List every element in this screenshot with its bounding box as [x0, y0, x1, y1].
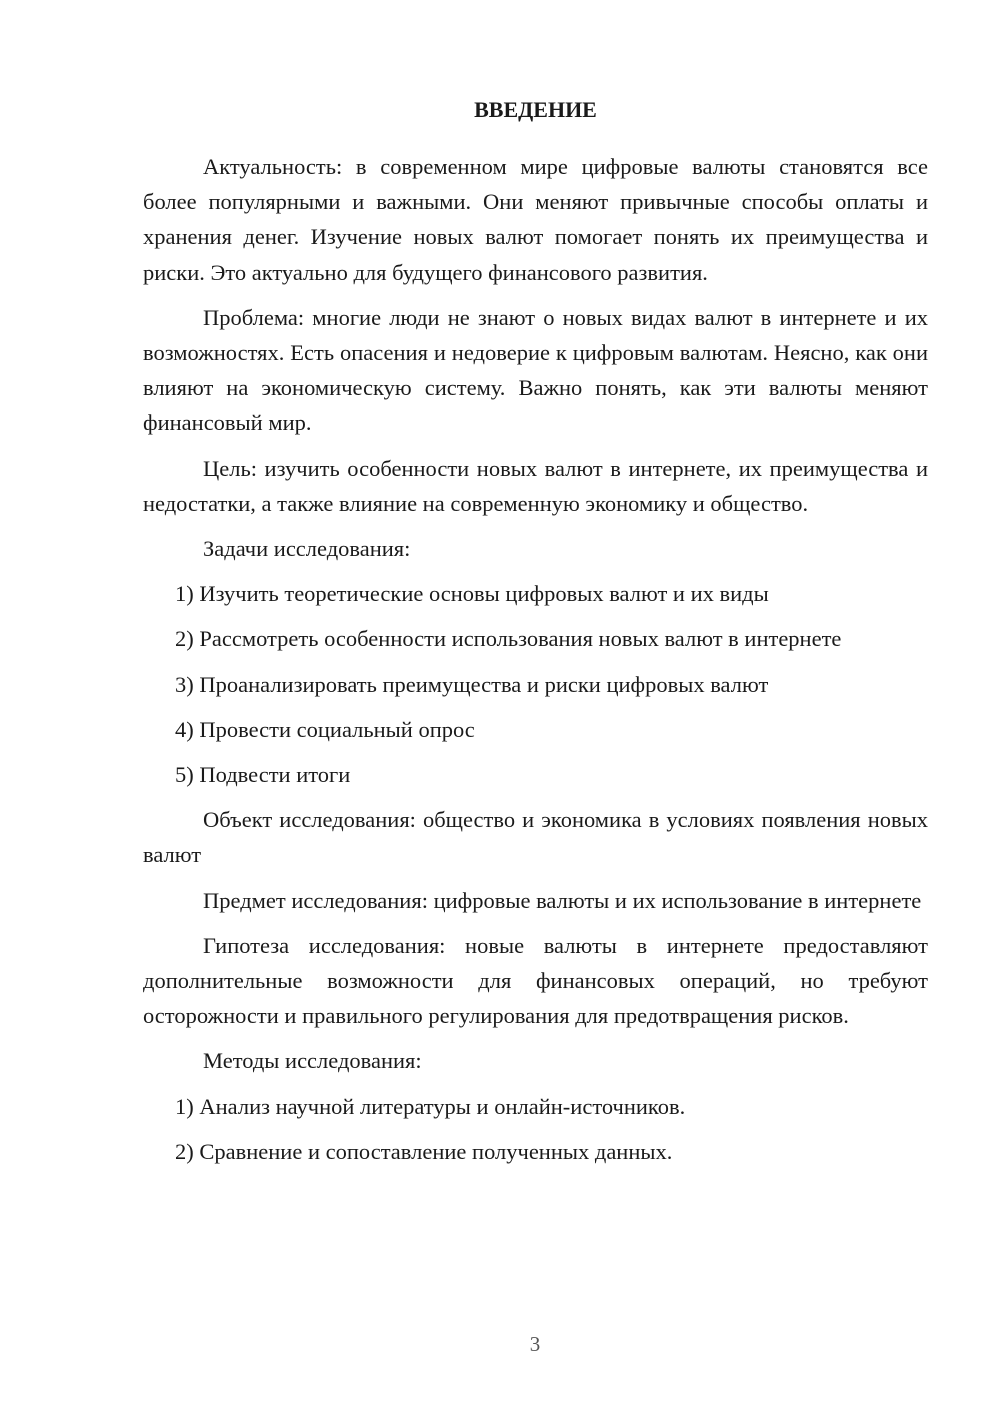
task-item: 3) Проанализировать преимущества и риски цифровых валют — [175, 671, 769, 697]
subject-paragraph: Предмет исследования: цифровые валюты и их использование в интернете — [203, 887, 922, 913]
page-content — [143, 92, 928, 1179]
goal-paragraph: Цель: изучить особенности новых валют в интернете, их преимущества и недостатки, а также влияние на современную экономику и общество. — [143, 455, 928, 516]
task-item: 1) Изучить теоретические основы цифровых валют и их виды — [175, 581, 769, 607]
task-item: 2) Рассмотреть особенности использования новых валют в интернете — [175, 626, 842, 652]
methods-list — [143, 1089, 928, 1169]
problem-paragraph: Проблема: многие люди не знают о новых видах валют в интернете и их возможностях. Есть опасения и недоверие к цифровым валютам. Неясно, как они влияют на экономическую систему. Важно понять, как эти валюты меняют финансовый мир. — [143, 304, 928, 436]
methods-heading: Методы исследования: — [203, 1048, 422, 1074]
tasks-list — [143, 576, 928, 792]
tasks-heading: Задачи исследования: — [203, 536, 411, 562]
method-item: 1) Анализ научной литературы и онлайн-источников. — [175, 1093, 686, 1119]
object-paragraph: Объект исследования: общество и экономика в условиях появления новых валют — [143, 807, 928, 868]
page-title: ВВЕДЕНИЕ — [474, 97, 597, 122]
relevance-paragraph: Актуальность: в современном мире цифровые валюты становятся все более популярными и важными. Они меняют привычные способы оплаты и хранения денег. Изучение новых валют помогает понять их преимущества и риски. Это актуально для будущего финансового развития. — [143, 154, 928, 285]
method-item: 2) Сравнение и сопоставление полученных данных. — [175, 1138, 673, 1164]
hypothesis-paragraph: Гипотеза исследования: новые валюты в интернете предоставляют дополнительные возможности для финансовых операций, но требуют осторожности и правильного регулирования для предотвращения рисков. — [143, 932, 928, 1029]
task-item: 4) Провести социальный опрос — [175, 716, 475, 742]
task-item: 5) Подвести итоги — [175, 762, 351, 788]
page-number: 3 — [529, 1332, 541, 1356]
